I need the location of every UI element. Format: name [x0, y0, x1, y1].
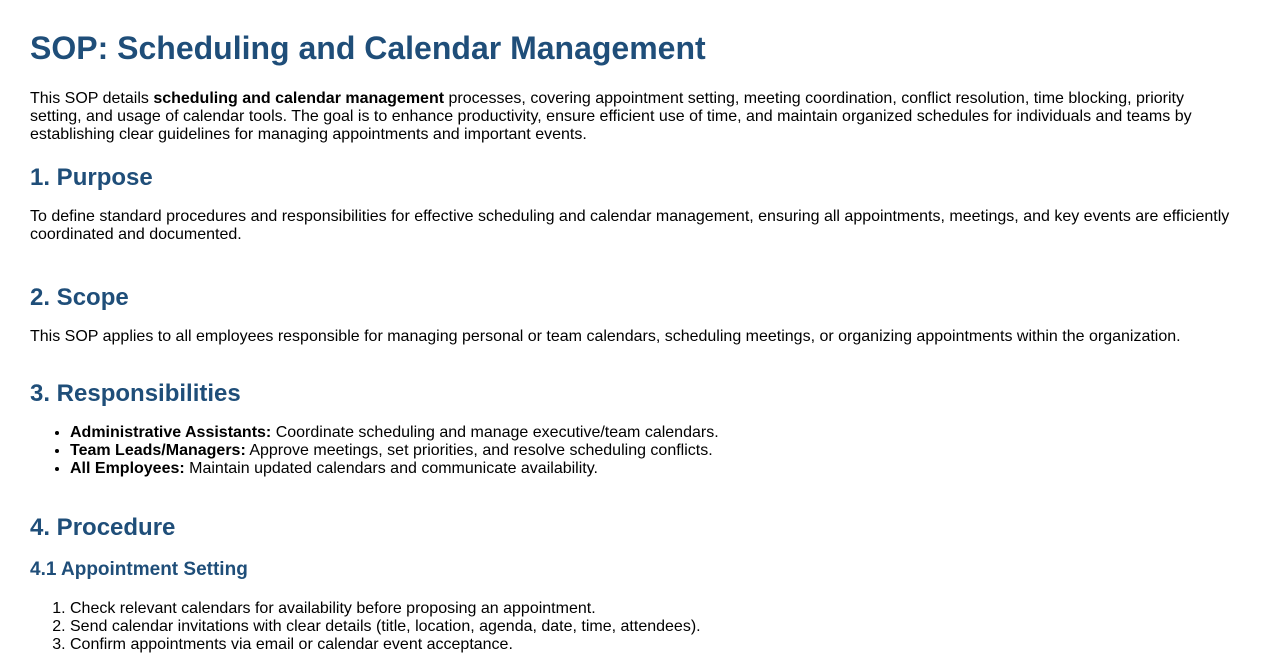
intro-bold-phrase: scheduling and calendar management — [153, 90, 445, 107]
intro-prefix: This SOP details — [30, 90, 154, 107]
responsibilities-list — [30, 424, 1233, 478]
responsibilities-heading: 3. Responsibilities — [30, 380, 241, 407]
intro-paragraph — [30, 90, 1233, 144]
list-item: 3. Confirm appointments via email or calendar event acceptance. — [70, 636, 1233, 654]
scope-heading: 2. Scope — [30, 284, 129, 311]
role-description: Approve meetings, set priorities, and resolve scheduling conflicts. — [245, 442, 713, 459]
role-label: Team Leads/Managers: — [70, 442, 246, 459]
role-label: Administrative Assistants: — [70, 424, 272, 441]
page-title: SOP: Scheduling and Calendar Management — [30, 30, 706, 66]
list-item — [70, 424, 1233, 442]
appointment-steps-list — [30, 600, 1233, 654]
list-item — [70, 460, 1233, 478]
purpose-heading: 1. Purpose — [30, 164, 153, 191]
appointment-setting-heading: 4.1 Appointment Setting — [30, 559, 248, 580]
procedure-heading: 4. Procedure — [30, 514, 176, 541]
intro-suffix: processes, covering appointment setting, meeting coordination, conflict resolution, time blocking, priority setting, and usage of calendar tools. The goal is to enhance productivity, ensure efficient use of time, and maintain organized schedules for individuals and teams by establishing clear guidelines for managing appointments and important events. — [30, 90, 1192, 143]
purpose-text: To define standard procedures and responsibilities for effective scheduling and calendar management, ensuring all appointments, meetings, and key events are efficiently coordinated and documented. — [30, 208, 1230, 243]
list-item: 1. Check relevant calendars for availability before proposing an appointment. — [70, 600, 1233, 618]
role-description: Maintain updated calendars and communicate availability. — [184, 460, 598, 477]
scope-text: This SOP applies to all employees responsible for managing personal or team calendars, scheduling meetings, or organizing appointments within the organization. — [30, 328, 1181, 345]
role-description: Coordinate scheduling and manage executive/team calendars. — [271, 424, 719, 441]
role-label: All Employees: — [70, 460, 185, 477]
list-item: 2. Send calendar invitations with clear details (title, location, agenda, date, time, attendees). — [70, 618, 1233, 636]
list-item — [70, 442, 1233, 460]
